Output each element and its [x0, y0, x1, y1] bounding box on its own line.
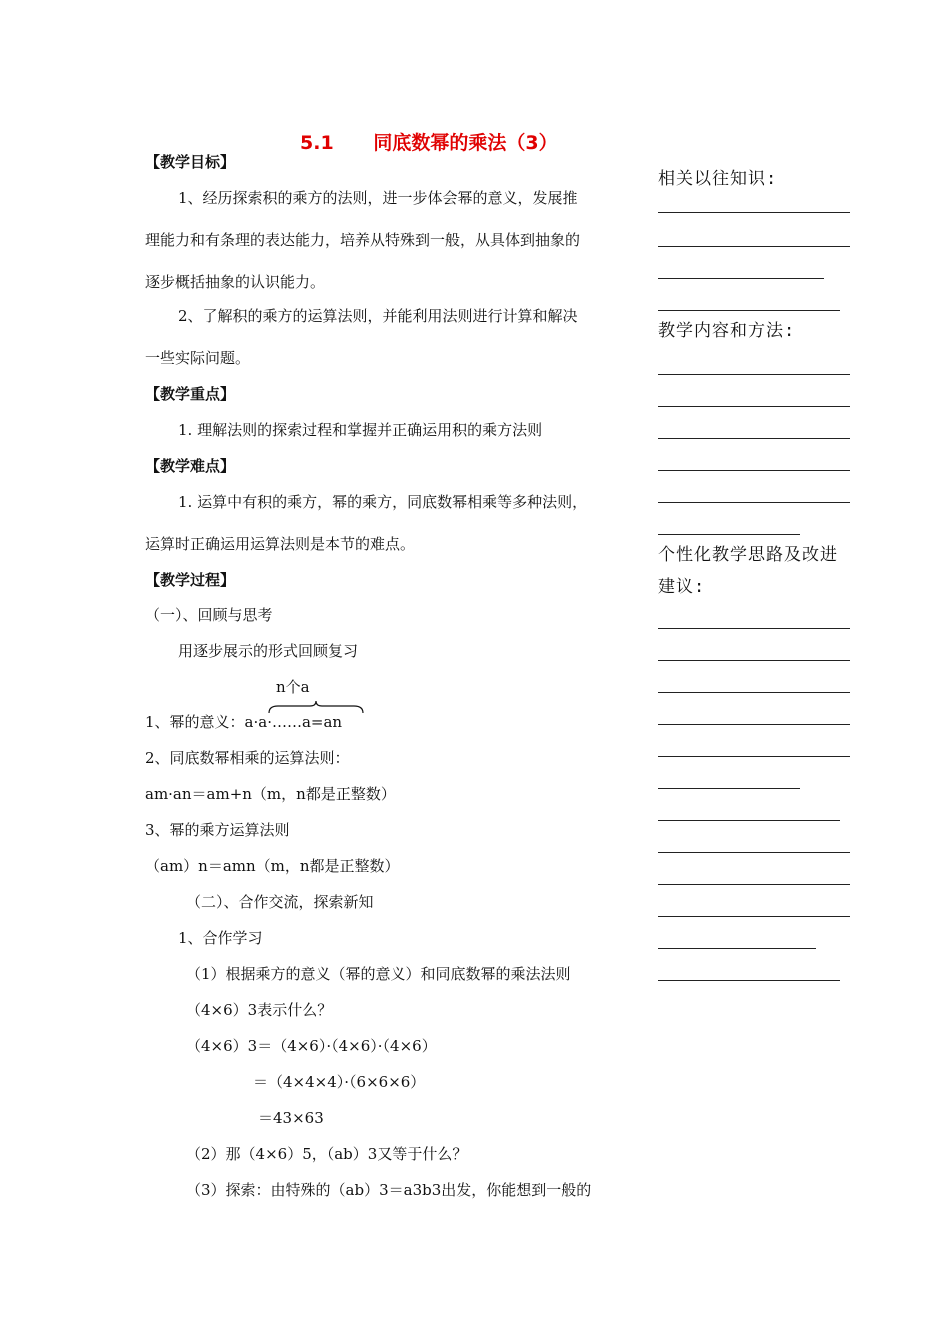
blank-line: [658, 502, 850, 503]
process-heading: 【教学过程】: [145, 571, 236, 589]
goals-heading: 【教学目标】: [145, 153, 236, 171]
part1-heading: （一）、回顾与思考: [145, 606, 273, 624]
rule2-heading: 2、同底数幂相乘的运算法则：: [145, 749, 350, 767]
difficulty-line2: 运算时正确运用运算法则是本节的难点。: [145, 535, 416, 553]
blank-line: [658, 948, 816, 949]
blank-line: [658, 820, 840, 821]
difficulty-line1: 1. 运算中有积的乘方，幂的乘方，同底数幂相乘等多种法则，: [178, 493, 588, 511]
n-label: n个a: [276, 678, 310, 696]
question3: （3）探索：由特殊的（ab）3＝a3b3出发，你能想到一般的: [186, 1181, 592, 1199]
key-heading: 【教学重点】: [145, 385, 236, 403]
goal2-line2: 一些实际问题。: [145, 349, 251, 367]
blank-line: [658, 246, 850, 247]
blank-line: [658, 406, 850, 407]
power-meaning: 1、幂的意义：a·a·……a=an: [145, 713, 343, 731]
blank-line: [658, 310, 840, 311]
blank-line: [658, 852, 850, 853]
blank-line: [658, 212, 850, 213]
blank-line: [658, 692, 850, 693]
blank-line: [658, 374, 850, 375]
coop-heading: 1、合作学习: [178, 929, 263, 947]
blank-line: [658, 438, 850, 439]
blank-line: [658, 534, 800, 535]
rule2-formula: am·an＝am+n（m，n都是正整数）: [145, 785, 396, 803]
calc-line2: ＝（4×4×4）·（6×6×6）: [253, 1073, 426, 1091]
blank-line: [658, 470, 850, 471]
calc-line1: （4×6）3＝（4×6）·（4×6）·（4×6）: [186, 1037, 437, 1055]
sidebar-personal-line2: 建议:: [658, 577, 706, 597]
question2: （2）那（4×6）5，（ab）3又等于什么？: [186, 1145, 468, 1163]
goal1-line1: 1、经历探索积的乘方的法则，进一步体会幂的意义，发展推: [178, 189, 578, 207]
goal1-line2: 理能力和有条理的表达能力，培养从特殊到一般，从具体到抽象的: [145, 231, 581, 249]
question1: （1）根据乘方的意义（幂的意义）和同底数幂的乘法法则: [186, 965, 571, 983]
key-point-1: 1. 理解法则的探索过程和掌握并正确运用积的乘方法则: [178, 421, 543, 439]
sidebar-prior-knowledge: 相关以往知识:: [658, 169, 778, 189]
blank-line: [658, 660, 850, 661]
sidebar-content-method: 教学内容和方法:: [658, 321, 796, 341]
blank-line: [658, 756, 850, 757]
blank-line: [658, 884, 850, 885]
part2-heading: （二）、合作交流，探索新知: [186, 893, 374, 911]
goal1-line3: 逐步概括抽象的认识能力。: [145, 273, 326, 291]
blank-line: [658, 724, 850, 725]
rule3-heading: 3、幂的乘方运算法则: [145, 821, 290, 839]
review-text: 用逐步展示的形式回顾复习: [178, 642, 359, 660]
blank-line: [658, 788, 800, 789]
question1a: （4×6）3表示什么？: [186, 1001, 333, 1019]
calc-line3: ＝43×63: [258, 1109, 324, 1127]
sidebar-personal-line1: 个性化教学思路及改进: [658, 545, 838, 565]
rule3-formula: （am）n＝amn（m，n都是正整数）: [145, 857, 400, 875]
goal2-line1: 2、了解积的乘方的运算法则，并能利用法则进行计算和解决: [178, 307, 578, 325]
blank-line: [658, 278, 824, 279]
difficulty-heading: 【教学难点】: [145, 457, 236, 475]
blank-line: [658, 916, 850, 917]
blank-line: [658, 628, 850, 629]
blank-line: [658, 980, 840, 981]
page-title: 5.1 同底数幂的乘法（3）: [300, 132, 558, 154]
